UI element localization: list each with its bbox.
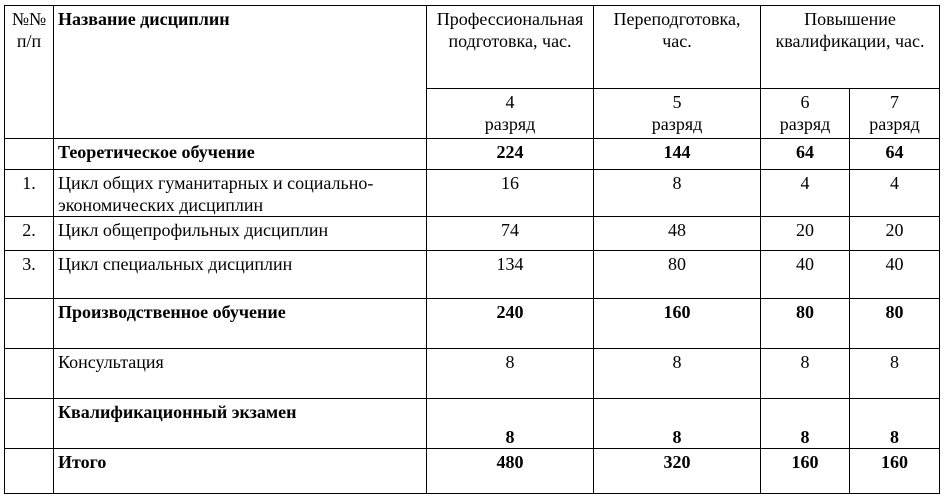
row-value: 224 — [427, 139, 594, 170]
header-qual: Повышение квалификации, час. — [761, 6, 940, 89]
row-num — [5, 399, 54, 449]
row-value: 80 — [850, 299, 940, 349]
header-prof: Профессиональная подготовка, час. — [427, 6, 594, 89]
grade-cell: 7 разряд — [850, 89, 940, 139]
row-name: Цикл общепрофильных дисциплин — [54, 217, 427, 251]
row-num — [5, 139, 54, 170]
row-name: Квалификационный экзамен — [54, 399, 427, 449]
row-value: 160 — [761, 449, 850, 494]
header-retrain: Переподготовка, час. — [594, 6, 761, 89]
row-name: Консультация — [54, 349, 427, 399]
row-value: 20 — [761, 217, 850, 251]
row-value: 8 — [761, 399, 850, 449]
row-value: 160 — [850, 449, 940, 494]
row-value: 134 — [427, 251, 594, 299]
row-value: 80 — [594, 251, 761, 299]
row-num — [5, 349, 54, 399]
row-num: 1. — [5, 170, 54, 217]
row-value: 20 — [850, 217, 940, 251]
row-value: 16 — [427, 170, 594, 217]
row-value: 64 — [850, 139, 940, 170]
curriculum-table — [4, 5, 940, 494]
row-value: 8 — [850, 349, 940, 399]
row-name: Итого — [54, 449, 427, 494]
row-value: 8 — [594, 399, 761, 449]
row-value: 160 — [594, 299, 761, 349]
row-num: 2. — [5, 217, 54, 251]
row-num: 3. — [5, 251, 54, 299]
grade-cell: 6 разряд — [761, 89, 850, 139]
row-value: 8 — [427, 349, 594, 399]
row-value: 4 — [761, 170, 850, 217]
header-name: Название дисциплин — [54, 6, 427, 139]
row-value: 40 — [850, 251, 940, 299]
row-name: Производственное обучение — [54, 299, 427, 349]
row-num — [5, 299, 54, 349]
row-name: Цикл специальных дисциплин — [54, 251, 427, 299]
row-value: 8 — [850, 399, 940, 449]
grade-cell: 4 разряд — [427, 89, 594, 139]
row-value: 4 — [850, 170, 940, 217]
row-value: 74 — [427, 217, 594, 251]
row-num — [5, 449, 54, 494]
row-value: 8 — [427, 399, 594, 449]
row-name: Теоретическое обучение — [54, 139, 427, 170]
row-value: 144 — [594, 139, 761, 170]
grade-cell: 5 разряд — [594, 89, 761, 139]
row-name: Цикл общих гуманитарных и социально-экономических дисциплин — [54, 170, 427, 217]
row-value: 8 — [594, 170, 761, 217]
row-value: 64 — [761, 139, 850, 170]
row-value: 480 — [427, 449, 594, 494]
row-value: 48 — [594, 217, 761, 251]
row-value: 8 — [594, 349, 761, 399]
row-value: 240 — [427, 299, 594, 349]
header-num: №№ п/п — [5, 6, 54, 139]
row-value: 80 — [761, 299, 850, 349]
row-value: 320 — [594, 449, 761, 494]
row-value: 40 — [761, 251, 850, 299]
row-value: 8 — [761, 349, 850, 399]
